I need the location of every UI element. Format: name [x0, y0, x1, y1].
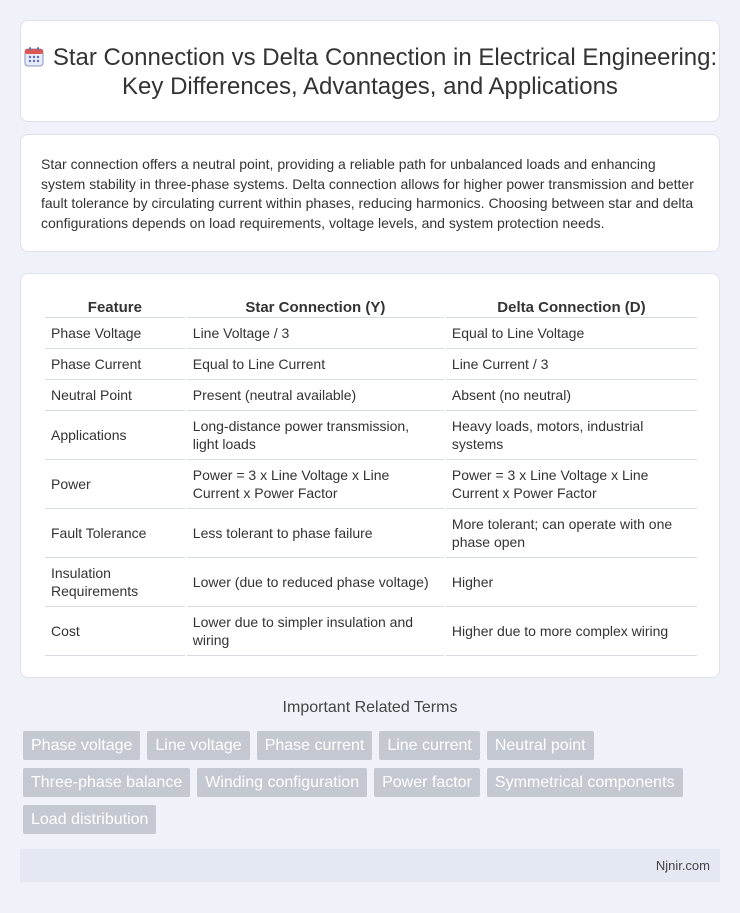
cell-delta: Line Current / 3: [446, 349, 697, 380]
term-tag[interactable]: Phase current: [257, 731, 373, 760]
table-row: [45, 607, 697, 656]
cell-star: Less tolerant to phase failure: [187, 509, 444, 558]
title-card: [20, 20, 720, 122]
table-header-row: [45, 295, 697, 318]
term-tag[interactable]: Three-phase balance: [23, 768, 190, 797]
term-tag[interactable]: Winding configuration: [197, 768, 367, 797]
cell-delta: Higher: [446, 558, 697, 607]
calendar-icon: [23, 46, 45, 68]
cell-star: Long-distance power transmission, light loads: [187, 411, 444, 460]
cell-feature: Phase Voltage: [45, 318, 185, 349]
comparison-table-card: [20, 273, 720, 678]
related-terms-list: [23, 731, 703, 834]
table-row: [45, 460, 697, 509]
term-tag[interactable]: Power factor: [374, 768, 480, 797]
cell-feature: Fault Tolerance: [45, 509, 185, 558]
table-row: [45, 349, 697, 380]
header-delta: Delta Connection (D): [446, 295, 697, 318]
page-title-wrap: [21, 43, 719, 101]
term-tag[interactable]: Line voltage: [147, 731, 249, 760]
footer: [20, 849, 720, 882]
term-tag[interactable]: Symmetrical components: [487, 768, 683, 797]
cell-feature: Power: [45, 460, 185, 509]
comparison-table: [43, 295, 699, 656]
page-title: Star Connection vs Delta Connection in Electrical Engineering: Key Differences, Advantages, and Applications: [52, 44, 718, 100]
cell-delta: Heavy loads, motors, industrial systems: [446, 411, 697, 460]
summary-card: [20, 134, 720, 252]
cell-feature: Neutral Point: [45, 380, 185, 411]
table-row: [45, 509, 697, 558]
cell-delta: Higher due to more complex wiring: [446, 607, 697, 656]
summary-text: Star connection offers a neutral point, providing a reliable path for unbalanced loads and enhancing system stability in three-phase systems. Delta connection allows for higher power transmission and better fault tolerance by circulating current within phases, reducing harmonics. Choosing between star and delta configurations depends on load requirements, voltage levels, and system protection needs.: [41, 156, 694, 231]
cell-delta: Power = 3 x Line Voltage x Line Current x Power Factor: [446, 460, 697, 509]
table-row: [45, 558, 697, 607]
table-row: [45, 411, 697, 460]
term-tag[interactable]: Line current: [379, 731, 480, 760]
cell-feature: Cost: [45, 607, 185, 656]
table-row: [45, 318, 697, 349]
cell-feature: Phase Current: [45, 349, 185, 380]
cell-delta: Absent (no neutral): [446, 380, 697, 411]
cell-feature: Applications: [45, 411, 185, 460]
cell-star: Equal to Line Current: [187, 349, 444, 380]
cell-star: Lower (due to reduced phase voltage): [187, 558, 444, 607]
related-terms-title: Important Related Terms: [282, 699, 458, 716]
cell-star: Lower due to simpler insulation and wiring: [187, 607, 444, 656]
cell-star: Present (neutral available): [187, 380, 444, 411]
table-row: [45, 380, 697, 411]
cell-feature: Insulation Requirements: [45, 558, 185, 607]
footer-brand[interactable]: Njnir.com: [655, 858, 710, 873]
term-tag[interactable]: Neutral point: [487, 731, 594, 760]
header-star: Star Connection (Y): [187, 295, 444, 318]
cell-star: Power = 3 x Line Voltage x Line Current x Power Factor: [187, 460, 444, 509]
cell-delta: More tolerant; can operate with one phase open: [446, 509, 697, 558]
header-feature: Feature: [45, 295, 185, 318]
cell-delta: Equal to Line Voltage: [446, 318, 697, 349]
term-tag[interactable]: Phase voltage: [23, 731, 140, 760]
cell-star: Line Voltage / 3: [187, 318, 444, 349]
term-tag[interactable]: Load distribution: [23, 805, 156, 834]
